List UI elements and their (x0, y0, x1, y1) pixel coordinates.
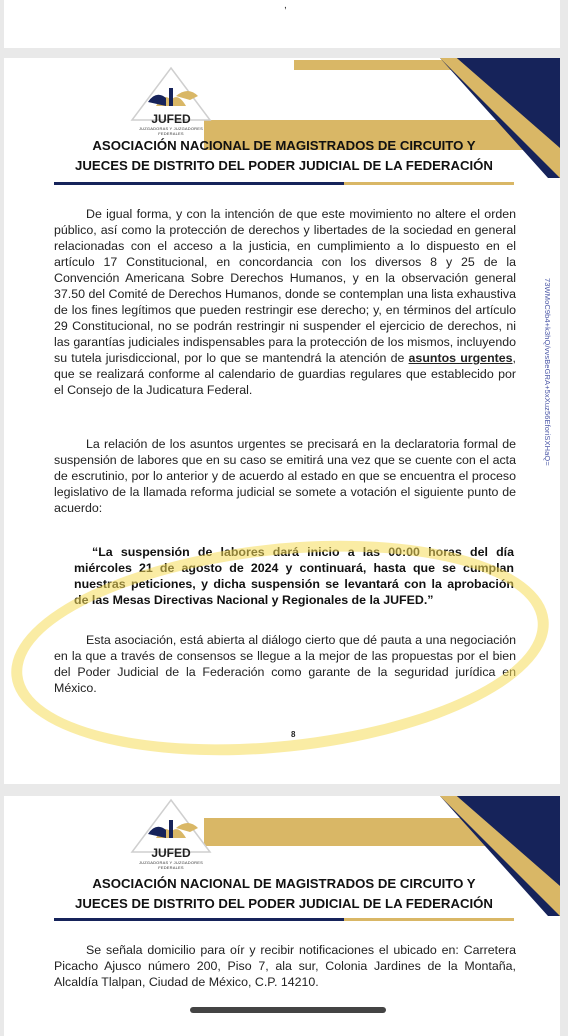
underlined-text: asuntos urgentes (408, 351, 513, 365)
quote-text: “La suspensión de labores dará inicio a las 00:00 horas del día miércoles 21 de agosto de 2024 y continuará, hasta que se cumplan nuestras peticiones, y dicha suspensión se levantará con la aprobación de las Mesas Directivas Nacional y Regionales de la JUFED.” (74, 545, 514, 607)
paragraph-domicilio (54, 942, 516, 990)
paragraph-text: Se señala domicilio para oír y recibir notificaciones el ubicado en: Carretera Picacho Ajusco número 200, Piso 7, ala sur, Colonia Jardines de la Montaña, Alcaldía Tlalpan, Ciudad de México, C.P. 14210. (54, 943, 516, 989)
document-page-9 (4, 796, 560, 1036)
paragraph-text: Esta asociación, está abierta al diálogo cierto que dé pauta a una negociación en la que a través de consensos se llegue a la mejor de las propuestas por el bien del Poder Judicial de la Federación como garante de la seguridad jurídica en México. (54, 633, 516, 695)
verification-code: 73WMoC9b4+k3hQ/vvsBeGRA+5xXuz56EforiSXHaQ= (543, 278, 552, 466)
gold-band-top (294, 60, 464, 70)
paragraph-text: De igual forma, y con la intención de que este movimiento no altere el orden público, así como la protección de derechos y libertades de la sociedad en general relacionadas con el acceso a la justicia, en cumplimiento a lo dispuesto en el artículo 17 Constitucional, en concordancia con los diversos 8 y 25 de la Convención Americana Sobre Derechos Humanos, y en la observación general 37.50 del Comité de Derechos Humanos, donde se contemplan una lista exhaustiva de los fines legítimos que pueden restringir ese derecho; y, en términos del artículo 29 Constitucional, no se podrán restringir ni suspender el ejercicio de derechos, ni las garantías judiciales indispensables para la protección de los mismos, incluyendo su tutela jurisdiccional, por lo que se mantendrá la atención de (54, 207, 516, 365)
letterhead-title-line-2: JUECES DE DISTRITO DEL PODER JUDICIAL DE LA FEDERACIÓN (75, 158, 493, 173)
letterhead-title-line-1: ASOCIACIÓN NACIONAL DE MAGISTRADOS DE CIRCUITO Y (92, 138, 476, 153)
logo-name: JUFED (151, 112, 191, 126)
paragraph-dialogo (54, 632, 516, 696)
letterhead-title-line-1: ASOCIACIÓN NACIONAL DE MAGISTRADOS DE CIRCUITO Y (92, 876, 476, 891)
agreement-quote (74, 544, 514, 608)
page-mark: , (284, 0, 287, 11)
paragraph-text-end: , que se realizará conforme al calendario de guardias regulares que establecido por el Consejo de la Judicatura Federal. (54, 351, 516, 397)
gold-rule (344, 182, 514, 185)
navy-rule (54, 182, 344, 185)
letterhead-title-line-2: JUECES DE DISTRITO DEL PODER JUDICIAL DE LA FEDERACIÓN (75, 896, 493, 911)
logo-name: JUFED (151, 846, 191, 860)
page-number: 8 (291, 730, 296, 739)
paragraph-text: La relación de los asuntos urgentes se precisará en la declaratoria formal de suspensión de labores que en su caso se emitirá una vez que se cuente con el acta de escrutinio, por lo anterior y de acuerdo al estado en que se encuentra el proceso legislativo de la llamada reforma judicial se somete a votación el siguiente punto de acuerdo: (54, 437, 516, 515)
scroll-indicator[interactable] (190, 1007, 386, 1013)
previous-page-fragment (4, 0, 560, 48)
paragraph-guardias (54, 206, 516, 398)
gold-rule (344, 918, 514, 921)
navy-rule (54, 918, 344, 921)
document-page-8 (4, 58, 560, 784)
logo-subtitle: JUZGADORAS Y JUZGADORES FEDERALES (138, 860, 204, 870)
paragraph-relacion (54, 436, 516, 516)
logo-subtitle: JUZGADORAS Y JUZGADORES FEDERALES (138, 126, 204, 136)
